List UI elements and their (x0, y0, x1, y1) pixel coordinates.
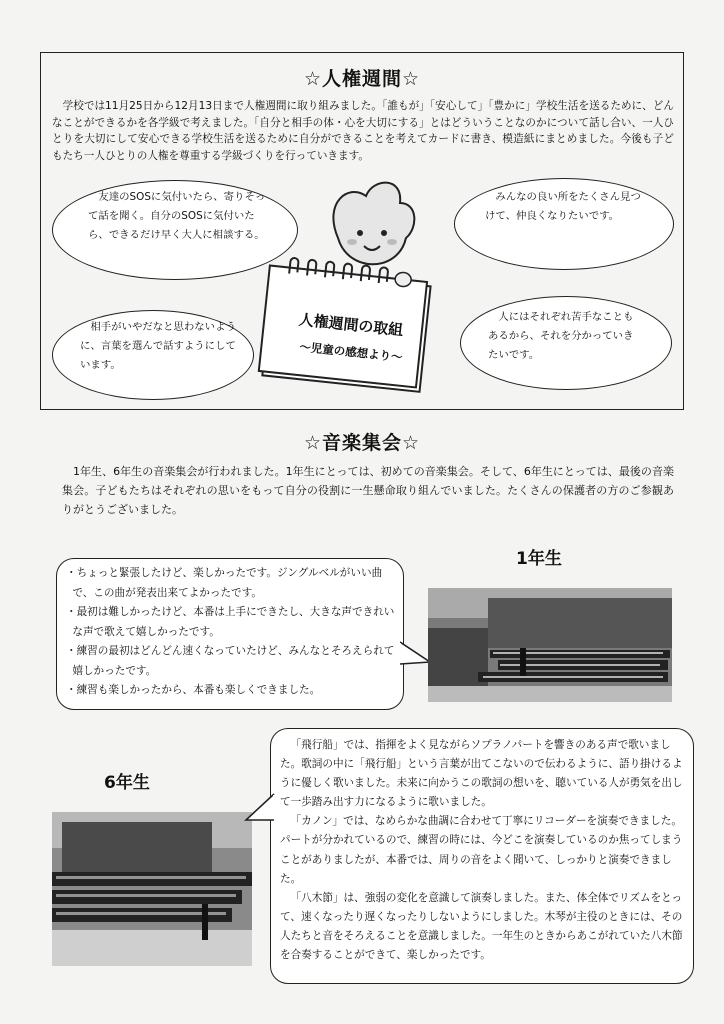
speech-pointer (244, 790, 276, 826)
notebook-title: 人権週間の取組 (297, 310, 405, 340)
human-rights-title: ☆人権週間☆ (303, 68, 421, 90)
grade1-comment: ・練習も楽しかったから、本番も楽しくできました。 (66, 684, 321, 696)
grade1-label: 1年生 (516, 549, 562, 569)
bubble-text-1: 友達のSOSに気付いたら、寄りそって話を聞く。自分のSOSに気付いたら、できるだけ早く大人に相談する。 (88, 191, 266, 241)
bubble-text-3: 相手がいやだなと思わないように、言葉を選んで話すようにしています。 (80, 321, 236, 371)
grade6-label: 6年生 (104, 773, 150, 793)
grade6-paragraph: 「飛行船」では、指揮をよく見ながらソプラノパートを響きのある声で歌いました。歌詞の中に「飛行船」という言葉が出てこないので伝わるように、語り掛けるように優しく歌いました。未来に向かうこの歌詞の想いを、聴いている人が勇気を出して一歩踏み出す力になるように歌いました。 (280, 739, 683, 809)
human-rights-intro: 学校では11月25日から12月13日まで人権週間に取り組みました。「誰もが」「安心して」「豊かに」学校生活を送るために、どんなことができるかを各学級で考えました。「自分と相手の体・心を大切にする」とはどういうことなのかについて話し合い、一人ひとりを大切にして安心できる学校生活を送るために自分ができることを考えてカードに書き、模造紙にまとめました。今後も子どもたち一人ひとりの人権を尊重する学級づくりを行っていきます。 (52, 100, 674, 162)
music-assembly-title: ☆音楽集会☆ (303, 432, 421, 454)
grade6-paragraph: 「カノン」では、なめらかな曲調に合わせて丁寧にリコーダーを演奏できました。パートが分かれているので、練習の時には、今どこを演奏しているのか焦ってしまうことがありましたが、本番では、周りの音をよく聞いて、しっかりと演奏できました。 (280, 815, 683, 885)
grade1-photo (428, 588, 672, 702)
grade1-comment: ・ちょっと緊張したけど、楽しかったです。ジングルベルがいい曲で、この曲が発表出来てよかったです。 (66, 567, 383, 599)
grade6-photo (52, 812, 252, 966)
grade1-comment: ・練習の最初はどんどん速くなっていたけど、みんなとそろえられて嬉しかったです。 (66, 645, 395, 677)
grade1-comments (66, 564, 396, 701)
grade1-comment: ・最初は難しかったけど、本番は上手にできたし、大きな声できれいな声で歌えて嬉しかったです。 (66, 606, 395, 638)
grade6-paragraph: 「八木節」は、強弱の変化を意識して演奏しました。また、体全体でリズムをとって、速くなったり遅くなったりしないようにしました。木琴が主役のときには、その人たちと音をそろえることを意識しました。一年生のときからあこがれていた八木節を合奏することができて、楽しかったです。 (280, 891, 683, 962)
grade6-paragraphs (280, 736, 684, 965)
notebook-subtitle: 〜児童の感想より〜 (298, 339, 404, 365)
bubble-text-2: みんなの良い所をたくさん見つけて、仲良くなりたいです。 (485, 191, 641, 222)
bubble-text-4: 人にはそれぞれ苦手なこともあるから、それを分かっていきたいです。 (488, 311, 634, 361)
music-assembly-intro: 1年生、6年生の音楽集会が行われました。1年生にとっては、初めての音楽集会。そして、6年生にとっては、最後の音楽集会。子どもたちはそれぞれの思いをもって自分の役割に一生懸命取り組んでいました。たくさんの保護者の方のご参観ありがとうございました。 (62, 465, 674, 516)
